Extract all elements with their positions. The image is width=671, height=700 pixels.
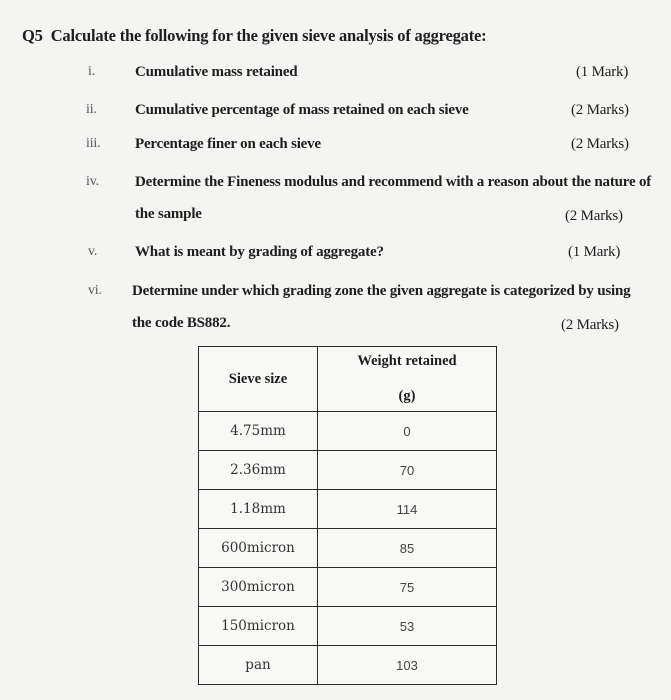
sieve-analysis-table [198,346,497,685]
sieve-size-cell: 300micron [199,568,318,607]
sieve-size-cell: pan [199,646,318,685]
item-text-continued: the code BS882. [132,315,231,331]
sieve-size-cell: 150micron [199,607,318,646]
item-number: i. [88,64,95,79]
item-text-continued: the sample [135,206,202,222]
item-marks: (1 Mark) [568,244,621,260]
table-row [199,529,497,568]
table-row [199,451,497,490]
weight-retained-header [318,347,497,412]
item-marks: (2 Marks) [561,317,619,333]
weight-unit-label: (g) [398,388,416,404]
sieve-size-cell: 1.18mm [199,490,318,529]
item-number: iii. [86,136,101,151]
table-row [199,412,497,451]
item-number: iv. [86,174,99,189]
item-marks: (1 Mark) [576,64,629,80]
item-text: Cumulative percentage of mass retained on each sieve [135,102,469,118]
weight-cell: 103 [318,646,497,685]
item-text: Determine the Fineness modulus and recommend with a reason about the nature of [135,174,652,190]
sieve-size-header: Sieve size [199,347,318,412]
table-row [199,646,497,685]
table-row [199,568,497,607]
item-number: v. [88,244,98,259]
weight-cell: 53 [318,607,497,646]
item-number: ii. [86,102,97,117]
weight-cell: 70 [318,451,497,490]
table-header-row [199,347,497,412]
item-marks: (2 Marks) [565,208,623,224]
sieve-size-cell: 2.36mm [199,451,318,490]
item-marks: (2 Marks) [571,102,629,118]
question-heading [22,26,486,46]
item-number: vi. [88,283,102,298]
sieve-size-cell: 4.75mm [199,412,318,451]
weight-cell: 114 [318,490,497,529]
weight-cell: 85 [318,529,497,568]
item-text: Determine under which grading zone the given aggregate is categorized by using [132,283,631,299]
question-prompt: Calculate the following for the given sieve analysis of aggregate: [50,26,487,45]
item-text: Cumulative mass retained [135,64,298,80]
table-row [199,490,497,529]
weight-retained-label: Weight retained [357,353,457,369]
weight-cell: 75 [318,568,497,607]
item-text: Percentage finer on each sieve [135,136,321,152]
item-text: What is meant by grading of aggregate? [135,244,384,260]
question-number: Q5 [22,26,43,45]
weight-cell: 0 [318,412,497,451]
item-marks: (2 Marks) [571,136,629,152]
table-row [199,607,497,646]
sieve-size-cell: 600micron [199,529,318,568]
